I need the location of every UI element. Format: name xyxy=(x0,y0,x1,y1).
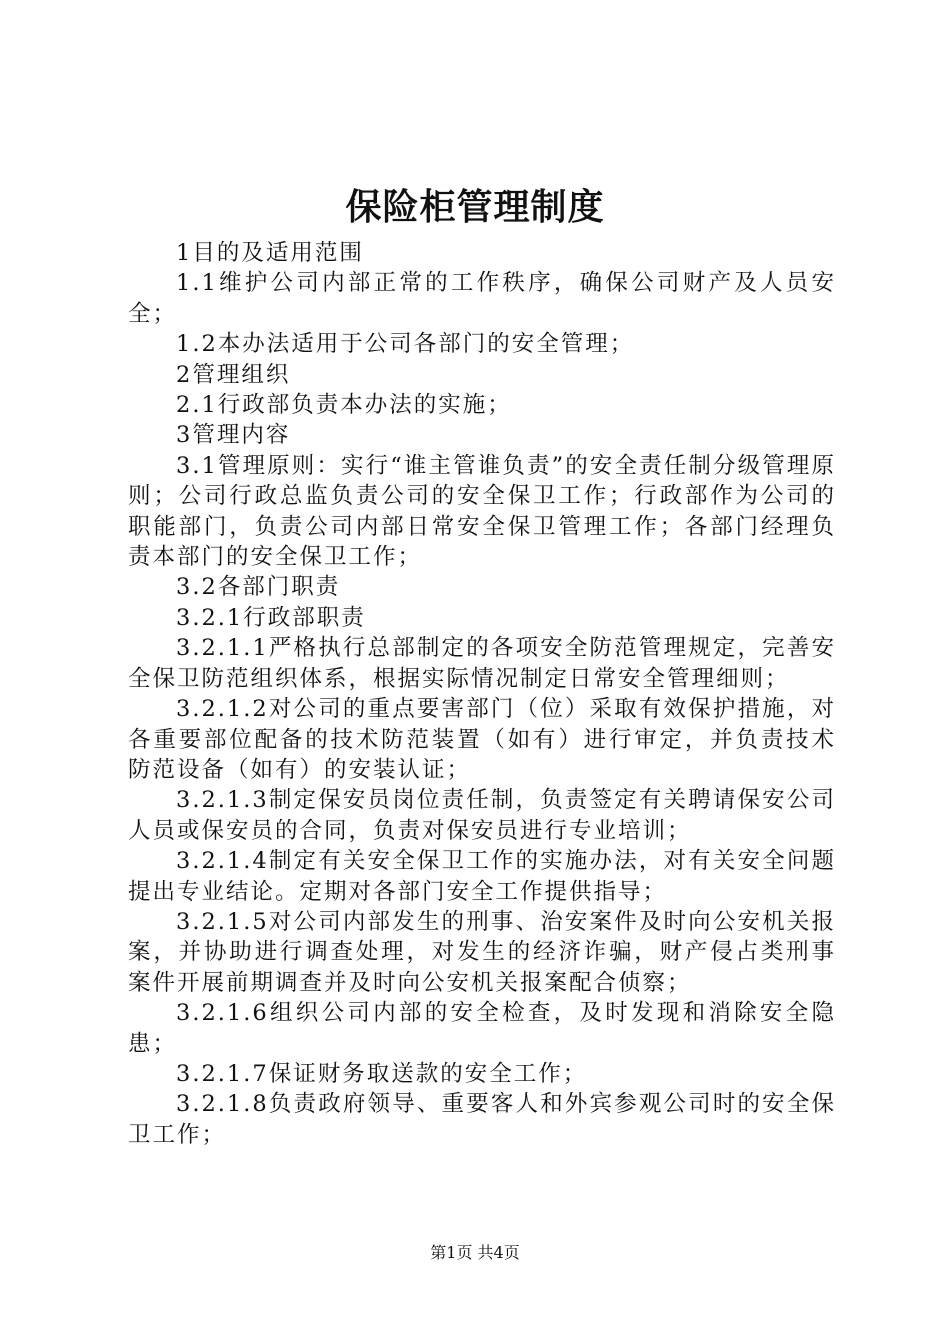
paragraph: 3.1管理原则：实行“谁主管谁负责”的安全责任制分级管理原则；公司行政总监负责公司的安全保卫工作；行政部作为公司的职能部门，负责公司内部日常安全保卫管理工作；各部门经理负责本部门的安全保卫工作； xyxy=(128,452,836,571)
paragraph: 2管理组织 xyxy=(176,361,291,388)
paragraph: 3.2.1.1严格执行总部制定的各项安全防范管理规定，完善安全保卫防范组织体系，根据实际情况制定日常安全管理细则； xyxy=(128,635,836,692)
paragraph: 3.2.1.4制定有关安全保卫工作的实施办法，对有关安全问题提出专业结论。定期对各部门安全工作提供指导； xyxy=(128,848,836,905)
paragraph: 2.1行政部负责本办法的实施； xyxy=(176,392,512,419)
paragraph: 3.2.1.5对公司内部发生的刑事、治安案件及时向公安机关报案，并协助进行调查处理，对发生的经济诈骗，财产侵占类刑事案件开展前期调查并及时向公安机关报案配合侦察； xyxy=(128,908,836,996)
paragraph: 3.2.1.3制定保安员岗位责任制，负责签定有关聘请保安公司人员或保安员的合同，负责对保安员进行专业培训； xyxy=(128,787,836,844)
document-title: 保险柜管理制度 xyxy=(345,186,605,228)
paragraph: 1.2本办法适用于公司各部门的安全管理； xyxy=(176,331,635,358)
paragraph: 3.2.1.6组织公司内部的安全检查，及时发现和消除安全隐患； xyxy=(128,1000,836,1057)
paragraph: 3.2.1行政部职责 xyxy=(176,604,366,631)
paragraph: 3管理内容 xyxy=(176,422,291,449)
document-body xyxy=(128,238,836,1150)
paragraph: 3.2.1.2对公司的重点要害部门（位）采取有效保护措施，对各重要部位配备的技术防范装置（如有）进行审定，并负责技术防范设备（如有）的安装认证； xyxy=(128,696,836,783)
paragraph: 3.2.1.8负责政府领导、重要客人和外宾参观公司时的安全保卫工作； xyxy=(128,1091,836,1148)
paragraph: 1.1维护公司内部正常的工作秩序，确保公司财产及人员安全； xyxy=(128,270,836,327)
paragraph: 3.2.1.7保证财务取送款的安全工作； xyxy=(176,1060,588,1087)
page-footer: 第1页 共4页 xyxy=(430,1243,520,1262)
paragraph: 3.2各部门职责 xyxy=(176,574,341,601)
paragraph: 1目的及适用范围 xyxy=(176,240,364,266)
